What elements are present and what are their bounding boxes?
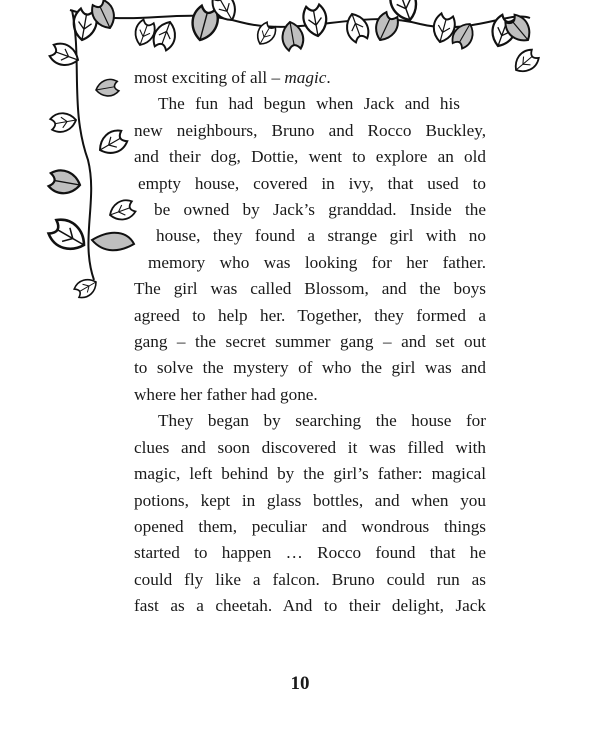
text-line: gang – the secret summer gang – and set out [134, 332, 486, 352]
text-line: could fly like a falcon. Bruno could run as [134, 569, 486, 589]
text-line: new neighbours, Bruno and Rocco Buckley, [134, 120, 486, 140]
text-line: clues and soon discovered it was filled with [134, 437, 486, 457]
text-line: potions, kept in glass bottles, and when you [134, 490, 486, 510]
text-line: fast as a cheetah. And to their delight, Jack [134, 596, 486, 616]
page-body-text [134, 65, 486, 620]
page-number: 10 [290, 673, 310, 694]
text-line: magic, left behind by the girl’s father: magical [134, 464, 486, 484]
text-line: memory who was looking for her father. [148, 252, 486, 272]
text-line: and their dog, Dottie, went to explore an old [134, 147, 486, 167]
emphasis-text: magic [284, 68, 327, 87]
text-line: They began by searching the house for [158, 411, 486, 431]
text-line: to solve the mystery of who the girl was and [134, 358, 486, 378]
text-line: agreed to help her. Together, they formed a [134, 305, 486, 325]
text-line: opened them, peculiar and wondrous things [134, 516, 486, 536]
text-line: empty house, covered in ivy, that used to [138, 173, 486, 193]
ivy-left-vine [46, 10, 137, 300]
text-line: started to happen … Rocco found that he [134, 543, 486, 563]
text-line: where her father had gone. [134, 384, 318, 404]
text-line: The girl was called Blossom, and the boys [134, 279, 486, 299]
text-line: be owned by Jack’s granddad. Inside the [154, 200, 486, 220]
text-line: The fun had begun when Jack and his [158, 94, 460, 114]
text-line: most exciting of all – magic. [134, 68, 331, 87]
text-line: house, they found a strange girl with no [156, 226, 486, 246]
